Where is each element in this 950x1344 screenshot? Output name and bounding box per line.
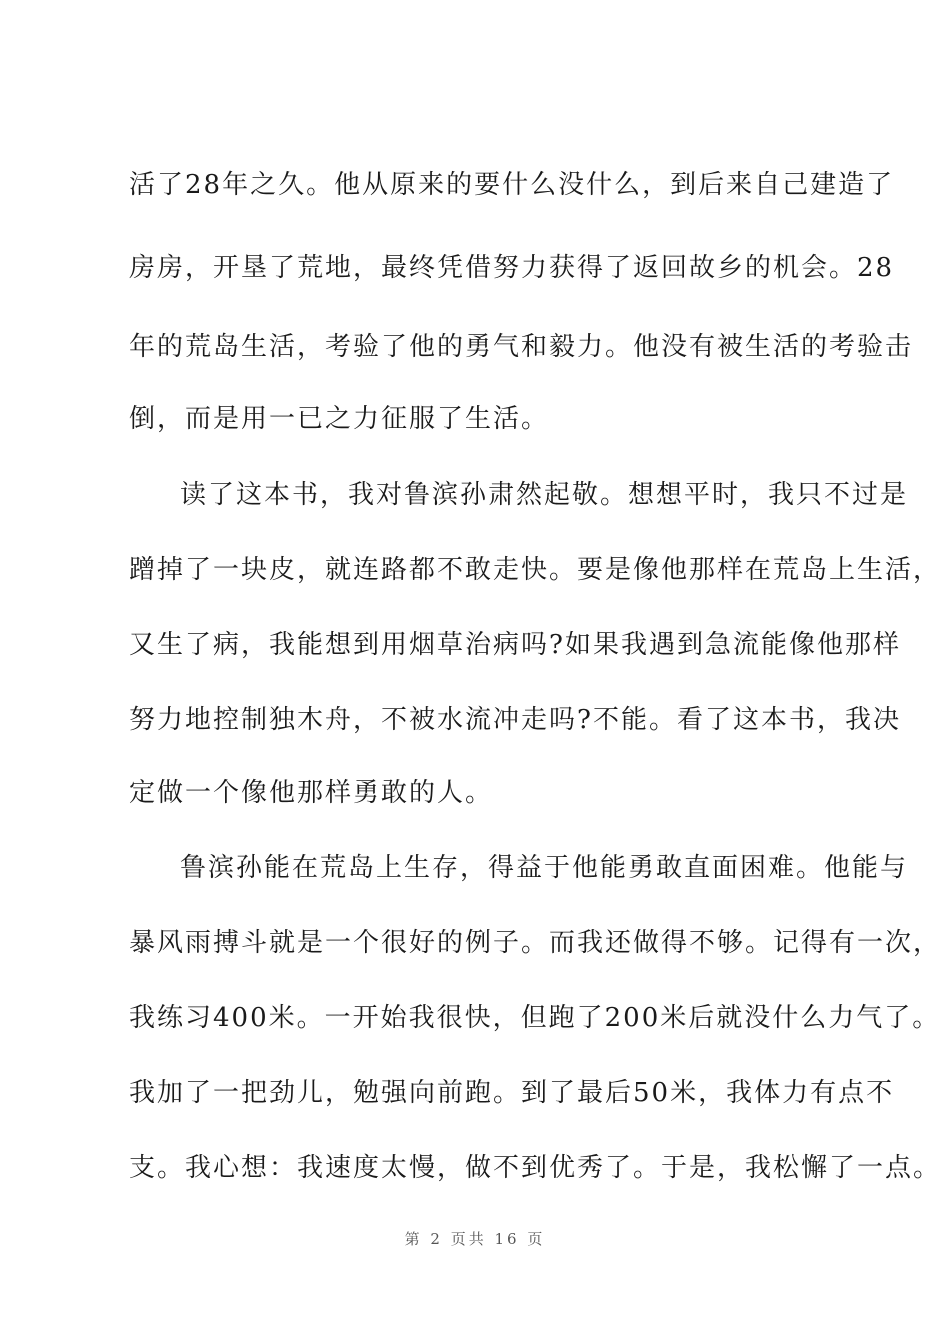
text-line: 活了28年之久。他从原来的要什么没什么，到后来自己建造了	[129, 170, 895, 200]
text-line: 定做一个像他那样勇敢的人。	[129, 778, 494, 808]
paragraph-start-line: 鲁滨孙能在荒岛上生存，得益于他能勇敢直面困难。他能与	[180, 853, 909, 883]
text-line: 我加了一把劲儿，勉强向前跑。到了最后50米，我体力有点不	[129, 1078, 895, 1108]
text-line: 倒，而是用一已之力征服了生活。	[129, 404, 550, 434]
text-line: 房房，开垦了荒地，最终凭借努力获得了返回故乡的机会。28	[129, 253, 895, 283]
text-line: 又生了病，我能想到用烟草治病吗?如果我遇到急流能像他那样	[129, 630, 901, 660]
text-line: 努力地控制独木舟，不被水流冲走吗?不能。看了这本书，我决	[129, 705, 901, 735]
page-number-footer: 第 2 页共 16 页	[404, 1230, 546, 1248]
paragraph-start-line: 读了这本书，我对鲁滨孙肃然起敬。想想平时，我只不过是	[180, 480, 909, 510]
text-line: 年的荒岛生活，考验了他的勇气和毅力。他没有被生活的考验击	[129, 332, 914, 362]
text-line: 支。我心想：我速度太慢，做不到优秀了。于是，我松懈了一点。	[129, 1153, 942, 1183]
text-line: 暴风雨搏斗就是一个很好的例子。而我还做得不够。记得有一次，	[129, 928, 942, 958]
text-line: 我练习400米。一开始我很快，但跑了200米后就没什么力气了。	[129, 1003, 941, 1033]
text-line: 蹭掉了一块皮，就连路都不敢走快。要是像他那样在荒岛上生活，	[129, 555, 942, 585]
